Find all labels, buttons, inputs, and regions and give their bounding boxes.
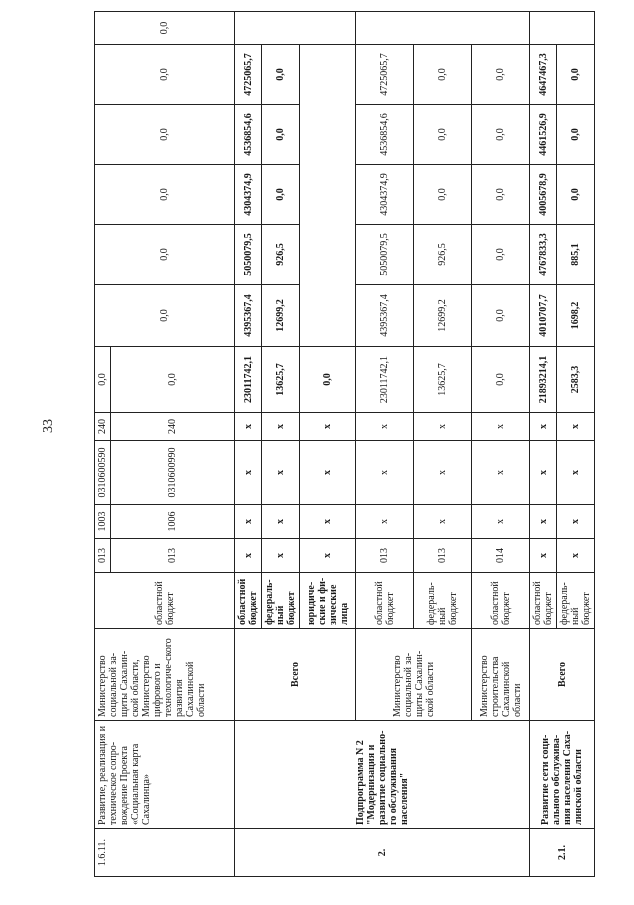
cell-code: 0310600590 bbox=[95, 441, 111, 505]
cell-code: x bbox=[414, 441, 472, 505]
cell-code: x bbox=[300, 441, 356, 505]
cell-executor: Министерство строительства Сахалинской области bbox=[472, 629, 530, 721]
cell-value: 23011742,1 bbox=[356, 347, 414, 413]
cell-code: 240 bbox=[111, 413, 235, 441]
cell-value: 4304374,9 bbox=[356, 165, 414, 225]
cell-code: x bbox=[235, 505, 262, 539]
cell-source: областной бюджет bbox=[235, 573, 262, 629]
cell-code: x bbox=[557, 505, 595, 539]
cell-source: юридиче-ские и фи-зические лица bbox=[300, 573, 356, 629]
cell-value: 0,0 bbox=[95, 165, 235, 225]
cell-code: x bbox=[300, 539, 356, 573]
table-row bbox=[235, 12, 262, 877]
cell-value: 926,5 bbox=[262, 225, 300, 285]
page-number: 33 bbox=[41, 419, 56, 433]
cell-value: 4536854,6 bbox=[235, 105, 262, 165]
cell-executor: Министерство социальной за-щиты Сахалин-ской области, Министерство цифрового и технологиче-ского развития Сахалинской области bbox=[95, 629, 235, 721]
cell-code: 240 bbox=[95, 413, 111, 441]
cell-value: 12699,2 bbox=[414, 285, 472, 347]
cell-value: 0,0 bbox=[557, 105, 595, 165]
cell-source: федераль-ный бюджет bbox=[414, 573, 472, 629]
table-row bbox=[95, 12, 111, 877]
cell-value bbox=[530, 12, 595, 45]
cell-executor: Министерство социальной за-щиты Сахалин-ской области bbox=[356, 629, 472, 721]
cell-code: 013 bbox=[95, 539, 111, 573]
cell-code: x bbox=[472, 505, 530, 539]
cell-value: 0,0 bbox=[472, 165, 530, 225]
cell-code: 014 bbox=[472, 539, 530, 573]
cell-source: федераль-ный бюджет bbox=[557, 573, 595, 629]
cell-code: x bbox=[557, 413, 595, 441]
cell-value: 0,0 bbox=[111, 347, 235, 413]
cell-executor: Всего bbox=[235, 629, 356, 721]
cell-value: 926,5 bbox=[414, 225, 472, 285]
cell-value: 0,0 bbox=[472, 45, 530, 105]
cell-value: 13625,7 bbox=[262, 347, 300, 413]
cell-value: 4725065,7 bbox=[356, 45, 414, 105]
cell-value: 0,0 bbox=[414, 105, 472, 165]
cell-code: 013 bbox=[414, 539, 472, 573]
cell-code: x bbox=[235, 539, 262, 573]
cell-value: 4395367,4 bbox=[235, 285, 262, 347]
cell-code: x bbox=[530, 413, 557, 441]
cell-code: x bbox=[356, 413, 414, 441]
budget-table bbox=[94, 11, 595, 877]
cell-value: 0,0 bbox=[472, 225, 530, 285]
cell-code: x bbox=[530, 441, 557, 505]
cell-code: 013 bbox=[356, 539, 414, 573]
cell-value: 0,0 bbox=[95, 12, 235, 45]
cell-code: x bbox=[262, 441, 300, 505]
cell-code: x bbox=[414, 505, 472, 539]
cell-value: 4461526,9 bbox=[530, 105, 557, 165]
cell-code: x bbox=[235, 441, 262, 505]
cell-value: 0,0 bbox=[414, 45, 472, 105]
cell-code: x bbox=[530, 539, 557, 573]
cell-num: 1.6.11. bbox=[95, 829, 235, 877]
cell-code: x bbox=[262, 505, 300, 539]
cell-value: 0,0 bbox=[557, 165, 595, 225]
cell-source: областной бюджет bbox=[530, 573, 557, 629]
cell-value: 0,0 bbox=[262, 45, 300, 105]
rotated-table-wrapper bbox=[94, 12, 592, 877]
cell-value: 4536854,6 bbox=[356, 105, 414, 165]
cell-value: 4005678,9 bbox=[530, 165, 557, 225]
cell-value: 2583,3 bbox=[557, 347, 595, 413]
cell-value: 1698,2 bbox=[557, 285, 595, 347]
cell-code: 1006 bbox=[111, 505, 235, 539]
cell-value: 12699,2 bbox=[262, 285, 300, 347]
cell-source: областной бюджет bbox=[95, 573, 235, 629]
cell-code: x bbox=[557, 539, 595, 573]
cell-value: 5050079,5 bbox=[356, 225, 414, 285]
cell-title: Развитие сети соци-ального обслужива-ния населения Саха-линской области bbox=[530, 721, 595, 829]
cell-value: 0,0 bbox=[95, 285, 235, 347]
cell-source: федераль-ный бюджет bbox=[262, 573, 300, 629]
cell-source: областной бюджет bbox=[356, 573, 414, 629]
cell-value: 885,1 bbox=[557, 225, 595, 285]
cell-value: 0,0 bbox=[262, 105, 300, 165]
cell-value: 0,0 bbox=[300, 347, 356, 413]
cell-code: 0310600990 bbox=[111, 441, 235, 505]
cell-value: 4725065,7 bbox=[235, 45, 262, 105]
cell-code: x bbox=[235, 413, 262, 441]
cell-value bbox=[356, 12, 530, 45]
cell-value: 0,0 bbox=[472, 347, 530, 413]
cell-code: x bbox=[414, 413, 472, 441]
cell-value: 0,0 bbox=[95, 45, 235, 105]
cell-value: 0,0 bbox=[557, 45, 595, 105]
cell-code: x bbox=[557, 441, 595, 505]
cell-value: 0,0 bbox=[472, 105, 530, 165]
cell-source: областной бюджет bbox=[472, 573, 530, 629]
cell-value: 4647467,3 bbox=[530, 45, 557, 105]
cell-code: 013 bbox=[111, 539, 235, 573]
cell-code: x bbox=[262, 539, 300, 573]
cell-code: x bbox=[530, 505, 557, 539]
cell-empty bbox=[300, 12, 356, 347]
cell-value: 13625,7 bbox=[414, 347, 472, 413]
cell-code: x bbox=[356, 441, 414, 505]
cell-code: x bbox=[472, 413, 530, 441]
cell-num: 2.1. bbox=[530, 829, 595, 877]
cell-value: 4304374,9 bbox=[235, 165, 262, 225]
cell-value: 4010707,7 bbox=[530, 285, 557, 347]
cell-value: 0,0 bbox=[262, 165, 300, 225]
cell-value: 23011742,1 bbox=[235, 347, 262, 413]
cell-value: 21893214,1 bbox=[530, 347, 557, 413]
cell-value: 0,0 bbox=[95, 225, 235, 285]
cell-value: 4395367,4 bbox=[356, 285, 414, 347]
cell-code: 1003 bbox=[95, 505, 111, 539]
cell-code: x bbox=[300, 413, 356, 441]
cell-value: 0,0 bbox=[414, 165, 472, 225]
cell-executor: Всего bbox=[530, 629, 595, 721]
cell-title: Подпрограмма N 2 "Модернизация и развитие социально-го обслуживания населения" bbox=[235, 721, 530, 829]
cell-num: 2. bbox=[235, 829, 530, 877]
cell-value: 0,0 bbox=[95, 105, 235, 165]
cell-value: 0,0 bbox=[95, 347, 111, 413]
cell-code: x bbox=[356, 505, 414, 539]
cell-code: x bbox=[300, 505, 356, 539]
cell-code: x bbox=[472, 441, 530, 505]
cell-title: Развитие, реализация и техническое сопро-вождение Проекта «Социальная карта Сахалинца» bbox=[95, 721, 235, 829]
cell-value: 4767833,3 bbox=[530, 225, 557, 285]
cell-value: 5050079,5 bbox=[235, 225, 262, 285]
cell-value: 0,0 bbox=[472, 285, 530, 347]
table-row bbox=[530, 12, 557, 877]
cell-code: x bbox=[262, 413, 300, 441]
